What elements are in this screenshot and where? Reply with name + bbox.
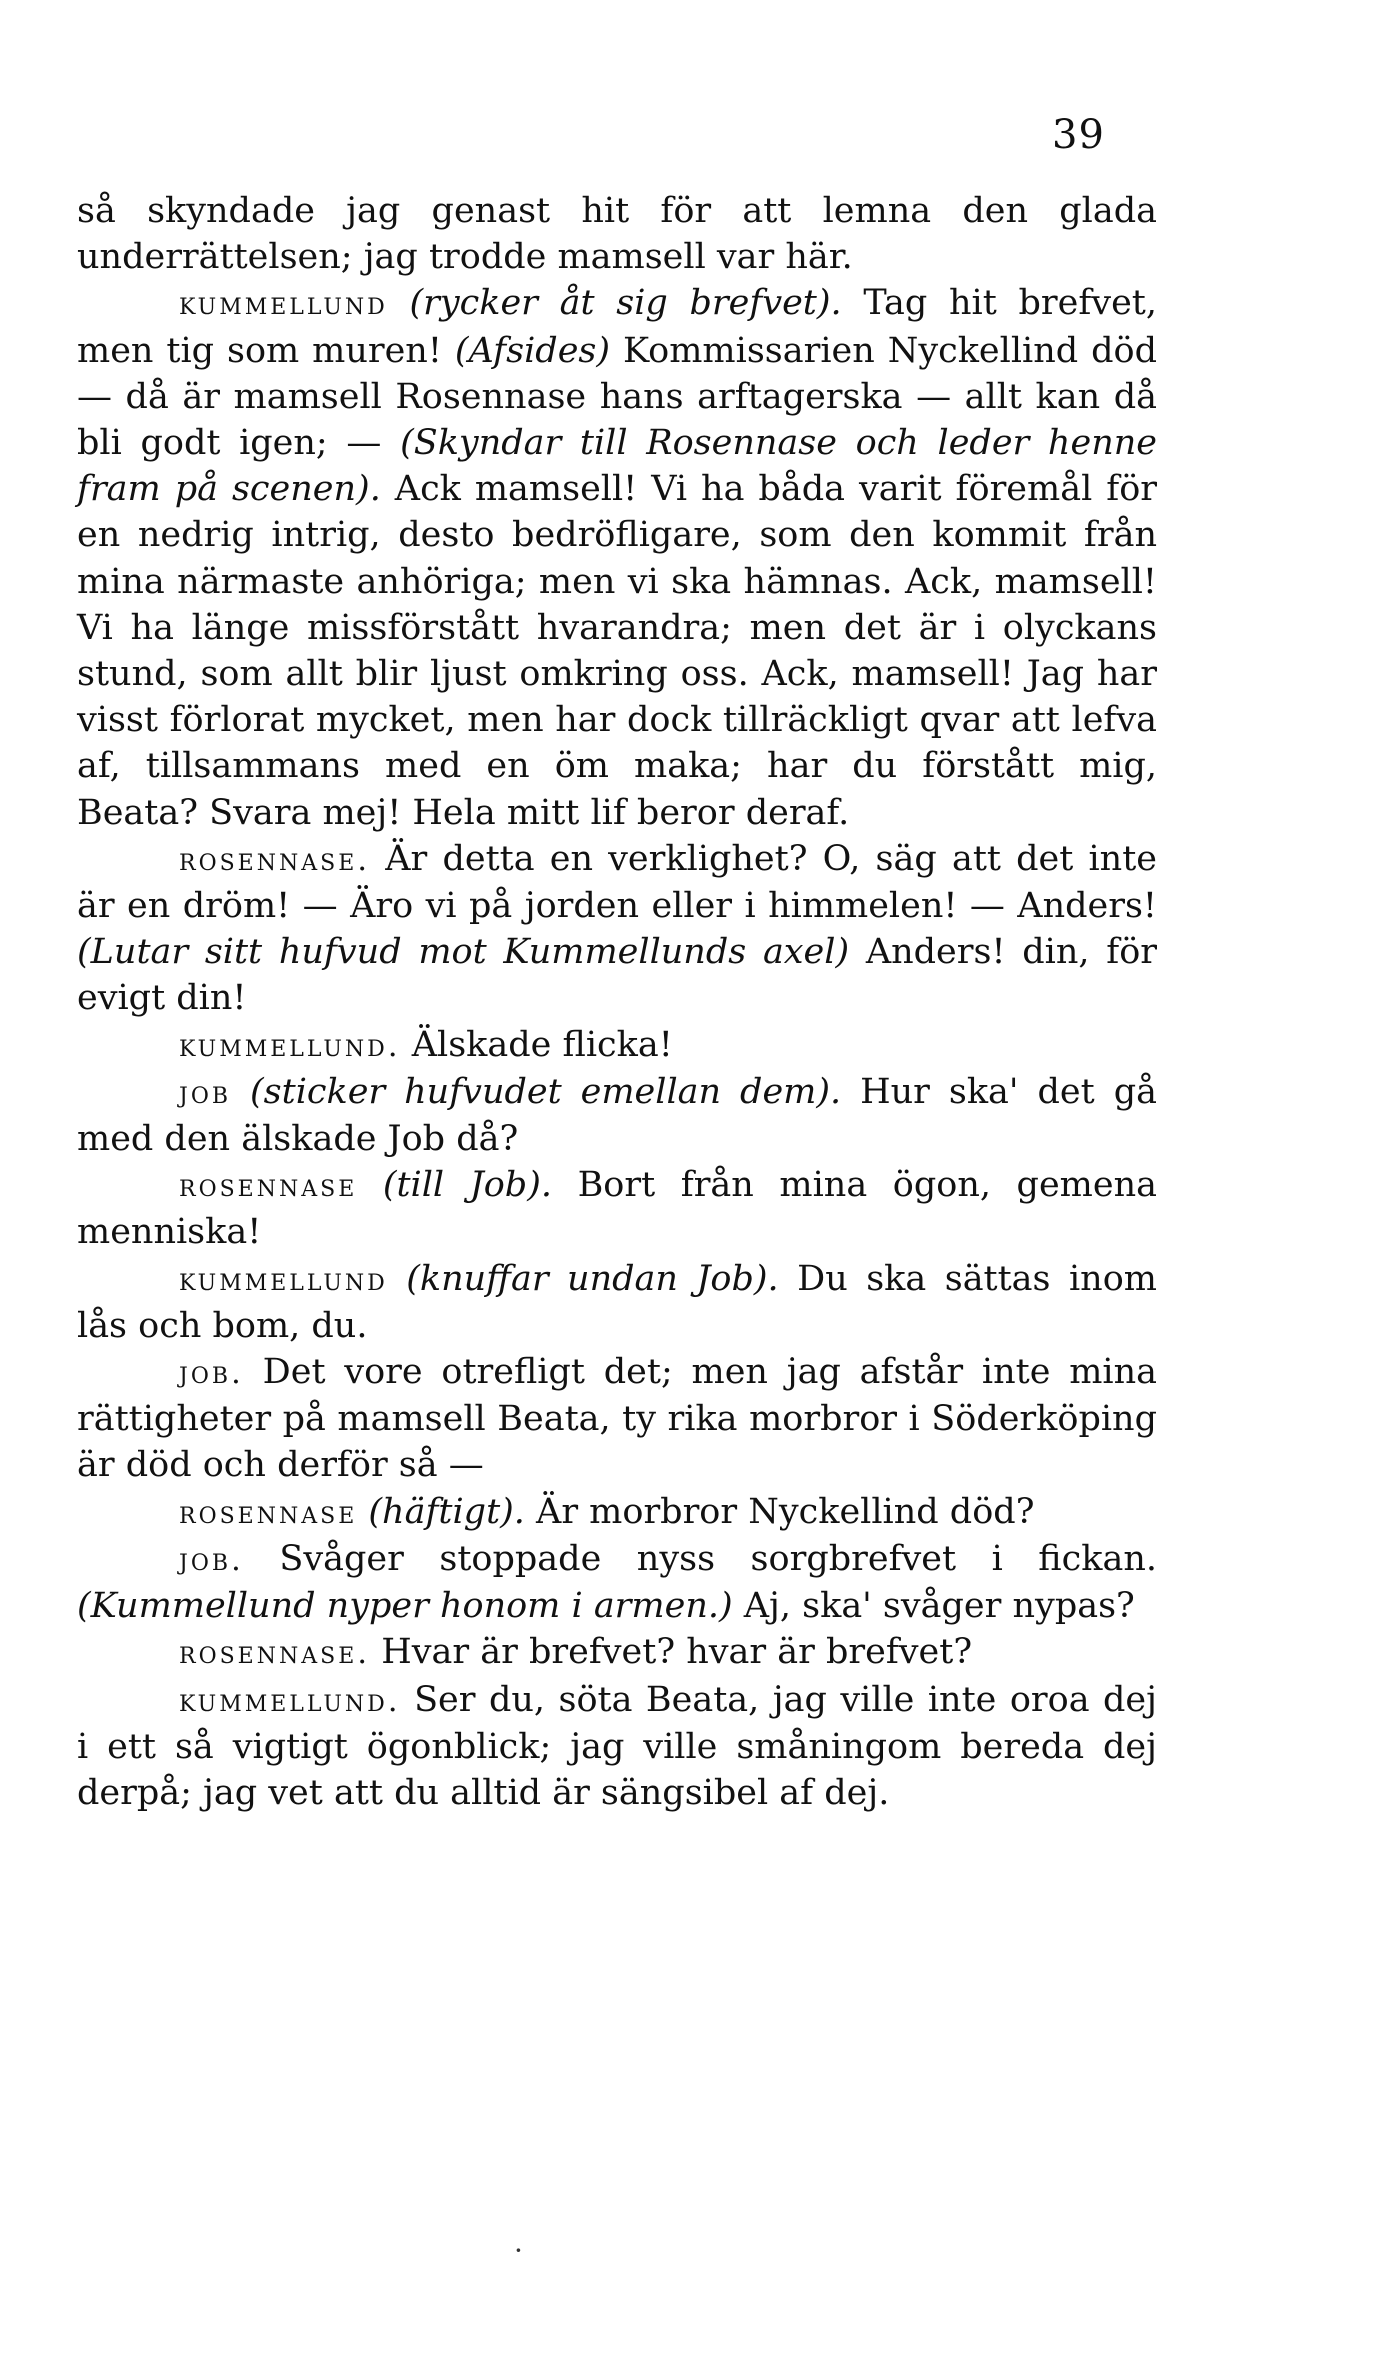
speaker-name: rosennase (179, 1494, 358, 1531)
speech-text: Anders! din, för evigt din! (77, 932, 1157, 1019)
speaker-name: kummellund (179, 286, 388, 323)
page-mark: · (514, 2234, 523, 2267)
speaker-name: job (179, 1074, 232, 1111)
paragraph-continuation (77, 188, 1157, 280)
speech-text: Bort från mina ögon, gemena menniska! (77, 1165, 1157, 1253)
stage-direction: (häftigt). (368, 1491, 525, 1532)
speaker-name: kummellund. (179, 1682, 401, 1719)
stage-direction: (Kummellund nyper honom i armen.) (77, 1586, 733, 1627)
stage-direction: (till Job). (382, 1165, 552, 1206)
speaker-name: kummellund (179, 1261, 388, 1298)
stage-direction: (Lutar sitt hufvud mot Kummellunds axel) (77, 932, 850, 973)
stage-direction: (Afsides) (454, 330, 611, 371)
speech-job-1 (77, 1069, 1157, 1162)
speech-text: Det vore otrefligt det; men jag afstår inte mina rättigheter på mamsell Beata, ty rika morbror i Söderköping är död och derför så — (77, 1352, 1157, 1486)
speech-text: Är morbror Nyckellind död? (524, 1491, 1035, 1532)
speech-text: Ack mamsell! Vi ha båda varit föremål för en nedrig intrig, desto bedröfligare, som den kommit från mina närmaste anhöriga; men vi ska hämnas. Ack, mamsell! Vi ha länge missförstått hvarandra; men det är i olyckans stund, som allt blir ljust omkring oss. Ack, mamsell! Jag har visst förlorat mycket, men har dock tillräckligt qvar att lefva af, tillsammans med en öm maka; har du förstått mig, Beata? Svara mej! Hela mitt lif beror deraf. (77, 469, 1157, 833)
speech-rosennase-3 (77, 1489, 1157, 1536)
speech-text: Aj, ska' svåger nypas? (732, 1586, 1135, 1627)
stage-direction: (Skyndar till Rosennase och leder henne fram på scenen). (77, 423, 1157, 510)
speech-kummellund-1 (77, 280, 1157, 835)
speech-rosennase-4 (77, 1629, 1157, 1676)
speech-text: Tag hit brefvet, men tig som muren! (77, 283, 1157, 371)
speech-text: Älskade flicka! (400, 1024, 673, 1065)
speech-job-3 (77, 1536, 1157, 1629)
speech-kummellund-2 (77, 1022, 1157, 1069)
speech-text: Är detta en verklighet? O, säg att det inte är en dröm! — Äro vi på jorden eller i himmelen! — Anders! (77, 838, 1157, 927)
speech-rosennase-2 (77, 1162, 1157, 1255)
page-body (77, 188, 1157, 1816)
speech-text: Svåger stoppade nyss sorgbrefvet i fickan. (243, 1538, 1157, 1579)
stage-direction: (rycker åt sig brefvet). (409, 283, 842, 324)
speech-kummellund-3 (77, 1256, 1157, 1349)
speech-text: Ser du, söta Beata, jag ville inte oroa dej i ett så vigtigt ögonblick; jag ville småningom bereda dej derpå; jag vet att du alltid är sängsibel af dej. (77, 1679, 1157, 1813)
speech-text: Hvar är brefvet? hvar är brefvet? (370, 1632, 973, 1673)
speaker-name: job. (179, 1355, 244, 1392)
stage-direction: (knuffar undan Job). (406, 1258, 779, 1299)
paragraph-text: så skyndade jag genast hit för att lemna den glada underrättelsen; jag trodde mamsell var här. (77, 191, 1157, 278)
page-number: 39 (1052, 112, 1105, 158)
speech-kummellund-4 (77, 1677, 1157, 1817)
speech-job-2 (77, 1349, 1157, 1489)
speech-rosennase-1 (77, 836, 1157, 1022)
speech-text: Kommissarien Nyckellind död — då är mamsell Rosennase hans arftagerska — allt kan då bli godt igen; — (77, 330, 1157, 464)
speaker-name: kummellund. (179, 1027, 401, 1064)
stage-direction: (sticker hufvudet emellan dem). (250, 1071, 842, 1112)
speaker-name: rosennase (179, 1168, 358, 1205)
speech-text: Du ska sättas inom lås och bom, du. (77, 1258, 1157, 1346)
speaker-name: rosennase. (179, 1635, 371, 1672)
speaker-name: job. (179, 1541, 244, 1578)
speech-text: Hur ska' det gå med den älskade Job då? (77, 1071, 1157, 1160)
speaker-name: rosennase. (179, 841, 371, 878)
